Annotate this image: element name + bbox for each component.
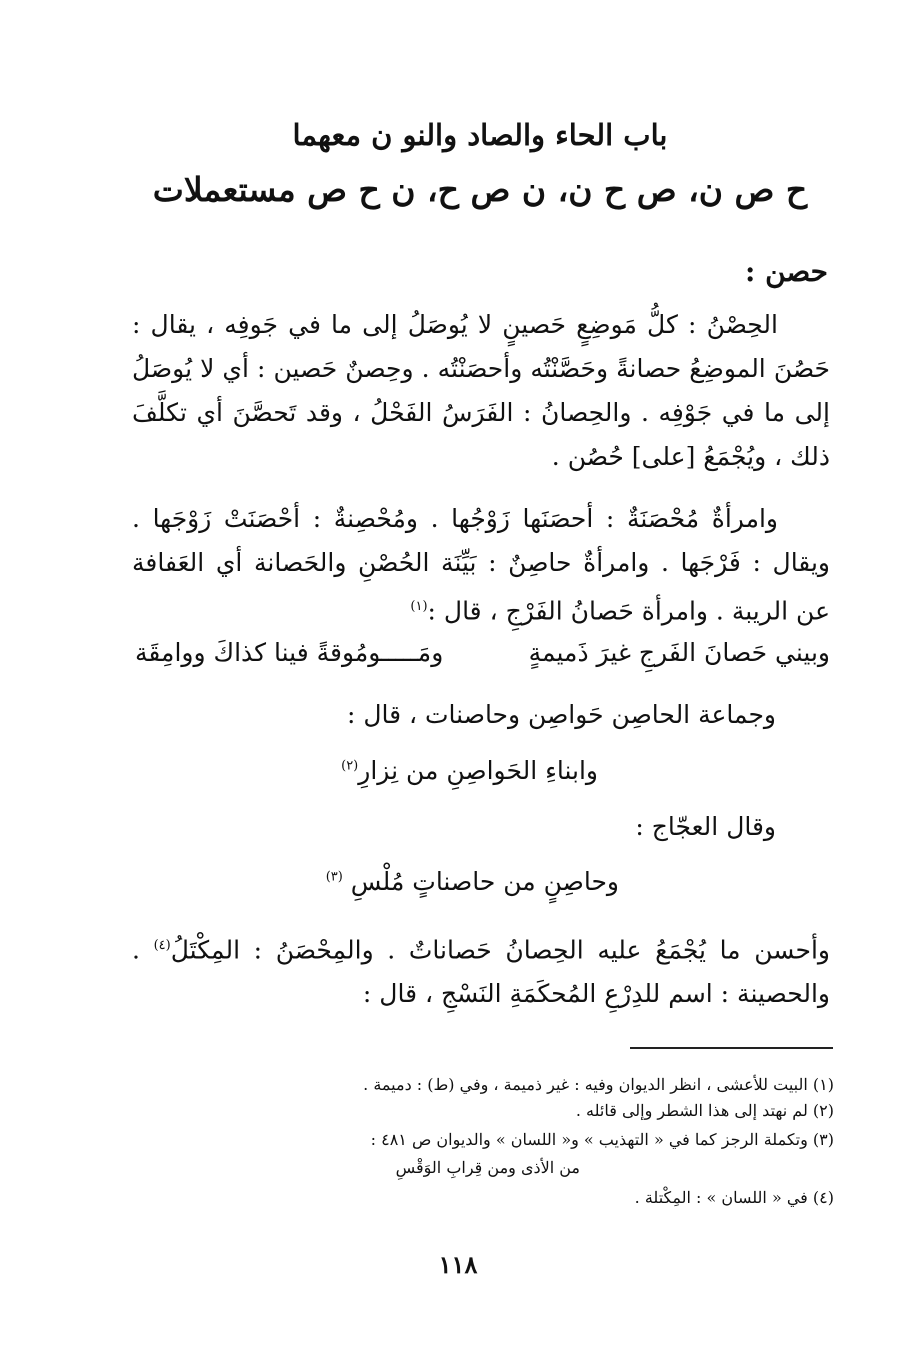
paragraph-mihsan-text-2: . والحصينة : اسم للدِرْعِ المُحكَمَةِ النَسْجِ ، قال : xyxy=(132,935,830,1009)
verse-first-hemistich: وبيني حَصانَ الفَرجِ غيرَ ذَميمةٍ xyxy=(528,638,830,667)
chapter-title: باب الحاء والصاد والنو ن معهما xyxy=(292,118,668,152)
paragraph-hisn: الحِصْنُ : كلُّ مَوضِعٍ حَصينٍ لا يُوصَلُ إلى ما في جَوفِه ، يقال : حَصُنَ الموضِعُ حصانةً وحَصَّنْتُه وأحصَنْتُه . وحِصنٌ حَصين : أي لا يُوصَلُ إلى ما في جَوْفِه . والحِصانُ : الفَرَسُ الفَحْلُ ، وقد تَحصَّنَ أي تكلَّفَ ذلك ، ويُجْمَعُ [على] حُصُن . xyxy=(132,310,830,471)
rajaz-text: وحاصِنٍ من حاصناتٍ مُلْسِ xyxy=(350,867,619,896)
paragraph-mihsan xyxy=(132,924,830,1016)
chapter-subtitle: ح ص ن، ص ح ن، ن ص ح، ن ح ص مستعملات xyxy=(152,170,808,209)
footnote-ref-2: (٢) xyxy=(341,758,359,774)
paragraph-muhsana-text: وامرأةٌ مُحْصَنَةٌ : أحصَنَها زَوْجُها . ومُحْصِنةٌ : أحْصَنَتْ زَوْجَها . ويقال : فَرْجَها . وامرأةٌ حاصِنٌ : بَيِّنَة الحُصْنِ والحَصانة أي العَفافة عن الريبة . وامرأة حَصانُ الفَرْجِ ، قال : xyxy=(132,504,830,626)
footnote-ref-3: (٣) xyxy=(325,869,343,885)
page-number: ١١٨ xyxy=(438,1250,478,1279)
footnote-2: (٢) لم نهتد إلى هذا الشطر وإلى قائله . xyxy=(575,1101,834,1120)
verse-second-hemistich: ومَـــــومُوقةً فينا كذاكَ ووامِقَة xyxy=(135,638,444,667)
plural-line: وجماعة الحاصِن حَواصِن وحاصنات ، قال : xyxy=(346,700,776,729)
footnote-divider xyxy=(630,1047,833,1049)
ajjaj-line: وقال العجّاج : xyxy=(635,812,776,841)
quoted-hemistich-text: وابناءِ الحَواصِنِ من نِزارِ xyxy=(358,756,598,785)
footnote-1: (١) البيت للأعشى ، انظر الديوان وفيه : غير ذميمة ، وفي (ط) : دميمة . xyxy=(363,1075,834,1094)
footnote-4: (٤) في « اللسان » : المِكْتلة . xyxy=(634,1188,834,1207)
paragraph-mihsan-text-1: وأحسن ما يُجْمَعُ عليه الحِصانُ حَصاناتٌ . والمِحْصَنُ : المِكْتَلُ xyxy=(170,935,831,965)
footnote-3-continuation: من الأذى ومن قِرابِ الوَقْسِ xyxy=(395,1158,580,1177)
poetry-verse xyxy=(135,638,830,682)
footnote-ref-1: (١) xyxy=(410,599,428,614)
quoted-hemistich xyxy=(341,756,598,785)
footnote-ref-4: (٤) xyxy=(153,938,171,953)
rajaz-line xyxy=(326,867,619,896)
paragraph-muhsana xyxy=(132,497,830,633)
footnote-3: (٣) وتكملة الرجز كما في « التهذيب » و« اللسان » والديوان ص ٤٨١ : xyxy=(370,1130,834,1149)
entry-headword: حصن : xyxy=(745,255,828,288)
